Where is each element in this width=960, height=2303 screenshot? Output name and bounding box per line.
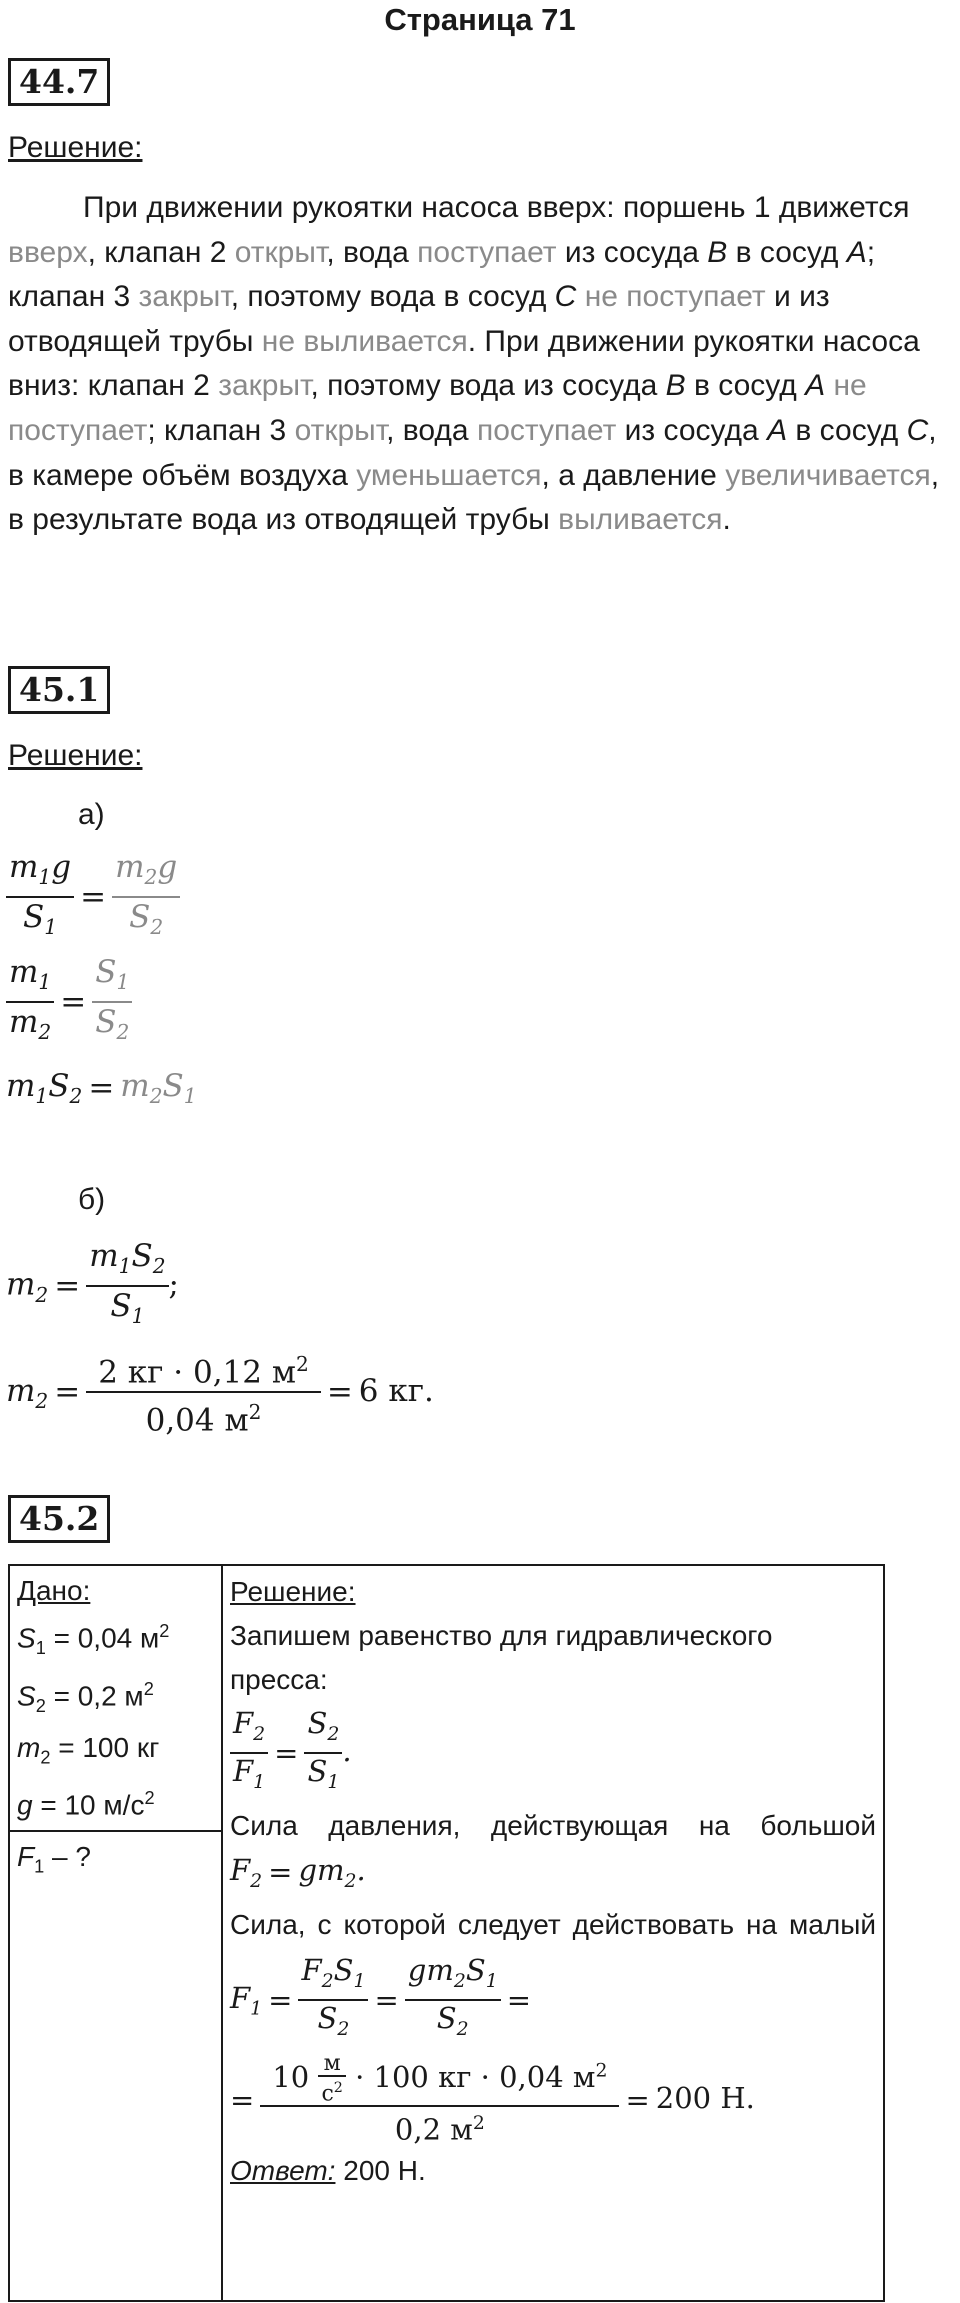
- text-segment: , вода: [386, 413, 477, 447]
- text-segment: из сосуда: [556, 235, 708, 269]
- highlighted-answer-word: не поступает: [8, 369, 867, 447]
- text-segment: A: [846, 235, 867, 269]
- equation-force-ratio: $\frac{F_2}{F_1}$ = $\frac{S_2}{S_1}$ .: [230, 1706, 876, 1800]
- problem-number-45-2: 45.2: [8, 1495, 110, 1543]
- highlighted-answer-word: поступает: [417, 235, 557, 269]
- equation-pressure-balance: $\frac{m_1g}{S_1}$ = $\frac{m_2g}{S_2}$: [6, 848, 180, 946]
- highlighted-answer-word: не поступает: [584, 280, 766, 314]
- text-segment: в сосуд: [727, 235, 847, 269]
- text-segment: C: [554, 280, 577, 314]
- answer-value: 200 Н.: [343, 2154, 426, 2186]
- text-segment: в сосуд: [685, 369, 806, 403]
- text-segment: в сосуд: [787, 413, 907, 447]
- equation-f2: $F_2 = gm_2$.: [230, 1852, 366, 1892]
- given-item: $m_2 = 100$ кг: [17, 1731, 160, 1768]
- text-segment: A: [805, 369, 826, 403]
- line-small-piston: Сила, с которой следует действовать на малый: [230, 1909, 876, 1941]
- text-segment: .: [722, 503, 731, 537]
- given-cell: [9, 1565, 222, 1831]
- text-segment: . При движении рукоятки насоса вниз: клапан 2: [8, 324, 920, 403]
- equation-cross-product: $m_1S_2 = m_2S_1$: [6, 1068, 197, 1109]
- equation-f1-value: = 10 $\frac{м}{с^2}$ · 100 кг · 0,04 $м^2$ 0,2 $м^2$ = 200 Н.: [230, 2050, 755, 2147]
- solution-label: Решение:: [8, 131, 143, 164]
- solution-table: [8, 1564, 885, 2302]
- text-segment: B: [707, 235, 728, 269]
- highlighted-answer-word: закрыт: [218, 369, 311, 403]
- page-title: Страница 71: [384, 2, 576, 37]
- problem-number-45-1: 45.1: [8, 666, 110, 714]
- text-segment: ; клапан 3: [147, 413, 295, 447]
- highlighted-answer-word: открыт: [234, 235, 327, 269]
- highlighted-answer-word: выливается: [558, 503, 723, 537]
- text-segment: A: [767, 413, 788, 447]
- line-hydraulic-press: Запишем равенство для гидравлического пресса:: [230, 1620, 773, 1695]
- given-item: $S_1 = 0,04$ $м^2$: [17, 1621, 170, 1658]
- solution-cell: [222, 1565, 884, 2301]
- text-segment: , вода: [326, 235, 418, 269]
- given-item: $S_2 = 0,2$ $м^2$: [17, 1678, 154, 1716]
- highlighted-answer-word: открыт: [294, 413, 387, 447]
- text-segment: , клапан 2: [87, 235, 235, 269]
- highlighted-answer-word: вверх: [8, 235, 88, 269]
- text-segment: , поэтому вода из сосуда: [310, 369, 666, 403]
- text-segment: из сосуда: [616, 413, 768, 447]
- text-segment: C: [906, 413, 929, 447]
- highlighted-answer-word: уменьшается: [356, 458, 542, 492]
- highlighted-answer-word: увеличивается: [725, 458, 931, 492]
- highlighted-answer-word: не выливается: [261, 324, 468, 358]
- highlighted-answer-word: закрыт: [138, 280, 231, 314]
- solution-label: Решение:: [8, 739, 143, 772]
- text-segment: [576, 280, 584, 313]
- text-segment: и из отводящей трубы: [8, 280, 830, 358]
- equation-mass-ratio: $\frac{m_1}{m_2}$ = $\frac{S_1}{S_2}$: [6, 953, 132, 1051]
- text-segment: B: [665, 369, 686, 403]
- given-label: Дано:: [17, 1575, 91, 1606]
- problem-number-44-7: 44.7: [8, 58, 110, 106]
- equation-m2-formula: $m_2$ = $\frac{m_1S_2}{S_1}$ ;: [6, 1238, 179, 1329]
- line-large-piston: Сила давления, действующая на большой: [230, 1809, 876, 1841]
- equation-f1-formula: $F_1$ = $\frac{F_2S_1}{S_2}$ = $\frac{gm_2S_1}{S_2}$ =: [230, 1953, 532, 2040]
- find-unknown: – ?: [52, 1840, 91, 1872]
- equation-m2-value: $m_2$ = $\frac{2 кг \cdot 0,12 м^2}{0,04 м^2}$ = 6 кг.: [6, 1345, 434, 1440]
- text-segment: , а давление: [541, 458, 726, 492]
- given-item: g = 10 $м/с^2$: [17, 1788, 155, 1821]
- text-segment: ; клапан 3: [8, 235, 876, 314]
- part-b-label: б): [78, 1183, 106, 1216]
- text-segment: , в результате вода из отводящей трубы: [8, 458, 940, 537]
- text-segment: При движении рукоятки насоса вверх: поршень 1 движется: [83, 191, 910, 224]
- answer-text-44-7: [8, 186, 953, 543]
- text-segment: , поэтому вода в сосуд: [230, 280, 555, 314]
- find-cell: $F_1$ – ?: [9, 1831, 222, 2301]
- highlighted-answer-word: поступает: [476, 413, 617, 447]
- text-segment: , в камере объём воздуха: [8, 413, 937, 492]
- part-a-label: а): [78, 798, 105, 831]
- solution-label: Решение:: [230, 1576, 356, 1607]
- answer-label: Ответ:: [230, 2154, 336, 2186]
- answer-line: [230, 2149, 876, 2193]
